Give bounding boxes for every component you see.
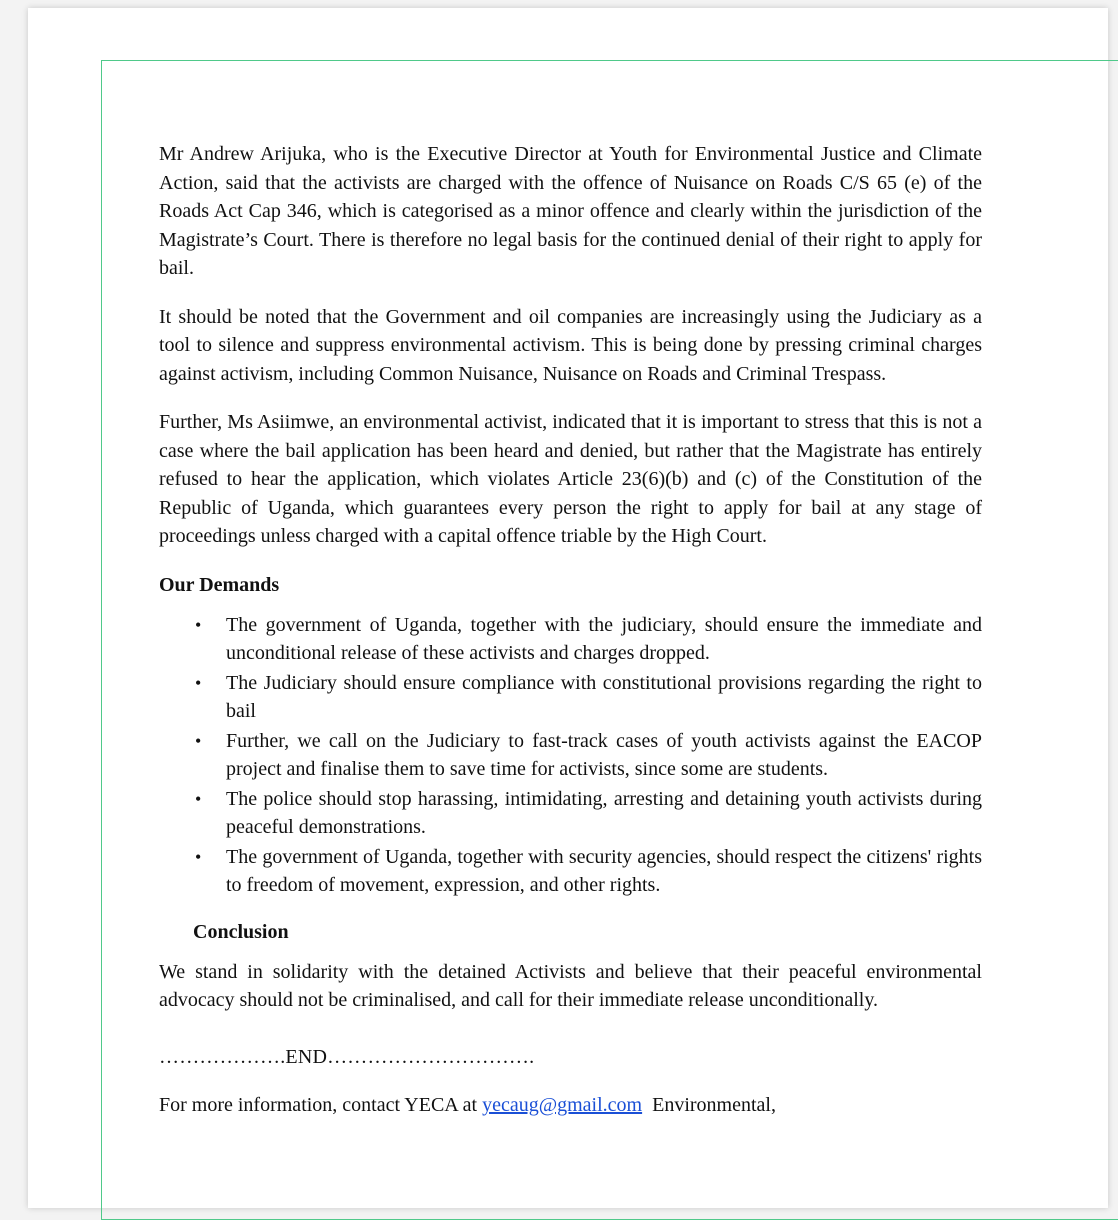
demand-text: The government of Uganda, together with the judiciary, should ensure the immediate and unconditional release of these activists and charges dropped. [226,613,982,664]
demand-text: The government of Uganda, together with security agencies, should respect the citizens' rights to freedom of movement, expression, and other rights. [226,845,982,896]
bullet-icon: • [195,730,202,751]
bullet-icon: • [195,788,202,809]
demand-text: The police should stop harassing, intimidating, arresting and detaining youth activists during peaceful demonstrations. [226,787,982,838]
list-item [159,611,982,668]
list-item [159,669,982,726]
demands-heading: Our Demands [159,573,280,596]
conclusion-text: We stand in solidarity with the detained Activists and believe that their peaceful environmental advocacy should not be criminalised, and call for their immediate release unconditionally. [159,960,982,1011]
demand-text: Further, we call on the Judiciary to fast-track cases of youth activists against the EACOP project and finalise them to save time for activists, since some are students. [226,729,982,780]
email-link[interactable]: yecaug@gmail.com [482,1094,643,1116]
contact-suffix: Environmental, [642,1094,776,1116]
demand-text: The Judiciary should ensure compliance with constitutional provisions regarding the right to bail [226,671,982,722]
document-body [159,140,982,1120]
list-item [159,727,982,784]
contact-line [159,1091,982,1120]
paragraph-arijuka: Mr Andrew Arijuka, who is the Executive Director at Youth for Environmental Justice and Climate Action, said that the activists are charged with the offence of Nuisance on Roads C/S 65 (e) of the Roads Act Cap 346, which is categorised as a minor offence and clearly within the jurisdiction of the Magistrate’s Court. There is therefore no legal basis for the continued denial of their right to apply for bail. [159,143,982,279]
bullet-icon: • [195,846,202,867]
list-item [159,785,982,842]
bullet-icon: • [195,672,202,693]
bullet-icon: • [195,614,202,635]
end-marker: ……………….END…………………………. [159,1045,535,1068]
demands-list [159,611,982,900]
list-item [159,843,982,900]
paragraph-asiimwe: Further, Ms Asiimwe, an environmental activist, indicated that it is important to stress that this is not a case where the bail application has been heard and denied, but rather that the Magistrate has entirely refused to hear the application, which violates Article 23(6)(b) and (c) of the Constitution of the Republic of Uganda, which guarantees every person the right to apply for bail at any stage of proceedings unless charged with a capital offence triable by the High Court. [159,411,982,547]
conclusion-heading: Conclusion [193,920,289,943]
paragraph-judiciary-tool: It should be noted that the Government and oil companies are increasingly using the Judiciary as a tool to silence and suppress environmental activism. This is being done by pressing criminal charges against activism, including Common Nuisance, Nuisance on Roads and Criminal Trespass. [159,305,982,385]
contact-prefix: For more information, contact YECA at [159,1094,483,1116]
